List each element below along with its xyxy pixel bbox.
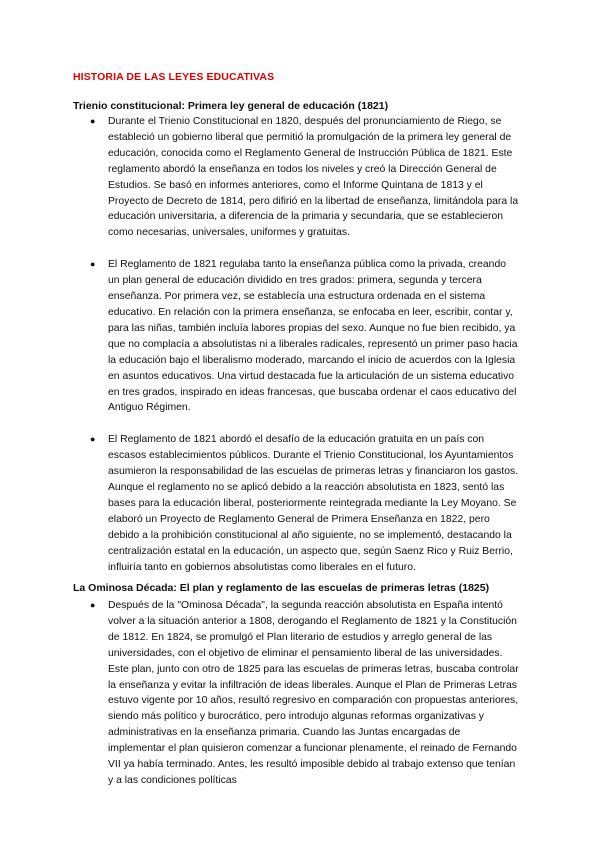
bullet-icon: ● [90, 116, 96, 126]
section-heading-ominosa-decada: La Ominosa Década: El plan y reglamento de las escuelas de primeras letras (1825) [73, 582, 490, 594]
section-heading-trienio: Trienio constitucional: Primera ley general de educación (1821) [73, 100, 389, 112]
document-title: HISTORIA DE LAS LEYES EDUCATIVAS [73, 71, 275, 83]
paragraph-text: El Reglamento de 1821 abordó el desafío de la educación gratuita en un país con escasos establecimientos públicos. Durante el Trienio Constitucional, los Ayuntamientos asumieron la responsabilidad de las escuelas de primeras letras y financiaron los gastos. Aunque el reglamento no se aplicó debido a la reacción absolutista en 1823, sentó las bases para la educación liberal, posteriormente reintegrada mediante la Ley Moyano. Se elaboró un Proyecto de Reglamento General de Primera Enseñanza en 1822, pero debido a la prohibición constitucional al año siguiente, no se implementó, destacando la centralización estatal en la educación, un aspecto que, según Saenz Rico y Ruiz Berrio, influiría tanto en gobiernos absolutistas como liberales en el futuro. [108, 434, 519, 573]
list-item [90, 598, 520, 789]
list-item [90, 257, 520, 416]
paragraph-text: El Reglamento de 1821 regulaba tanto la enseñanza pública como la privada, creando un plan general de educación dividido en tres grados: primera, segunda y tercera enseñanza. Por primera vez, se establecía una estructura ordenada en el sistema educativo. En relación con la primera enseñanza, se enfocaba en leer, escribir, contar y, para las niñas, también incluía labores propias del sexo. Aunque no fue bien recibido, ya que no complacía a absolutistas ni a liberales radicales, representó un primer paso hacia la educación bajo el liberalismo moderado, marcando el inicio de acuerdos con la Iglesia en asuntos educativos. Una virtud destacada fue la articulación de un sistema educativo en tres grados, inspirado en ideas francesas, que buscaba ordenar el caos educativo del Antiguo Régimen. [108, 259, 518, 414]
bullet-list-ominosa-decada [90, 598, 520, 789]
paragraph-text: Después de la "Ominosa Década", la segunda reacción absolutista en España intentó volver a la situación anterior a 1808, derogando el Reglamento de 1821 y la Constitución de 1812. En 1824, se promulgó el Plan literario de estudios y arreglo general de las universidades, con el objetivo de eliminar el pensamiento liberal de las universidades. Este plan, junto con otro de 1825 para las escuelas de primeras letras, buscaba controlar la enseñanza y evitar la infiltración de ideas liberales. Aunque el Plan de Primeras Letras estuvo vigente por 10 años, resultó regresivo en comparación con propuestas anteriores, siendo más político y burocrático, pero introdujo algunas reformas organizativas y administrativas en la enseñanza primaria. Cuando las Juntas encargadas de implementar el plan quisieron comenzar a funcionar plenamente, el reinado de Fernando VII ya había terminado. Antes, les resultó imposible debido al trabajo extenso que tenían y a las condiciones políticas [108, 600, 519, 786]
bullet-icon: ● [90, 259, 96, 270]
list-item [90, 114, 520, 241]
bullet-list-trienio [90, 114, 520, 575]
bullet-icon: ● [90, 434, 96, 445]
bullet-icon: ● [90, 600, 96, 610]
list-item [90, 432, 520, 575]
paragraph-text: Durante el Trienio Constitucional en 1820, después del pronunciamiento de Riego, se estableció un gobierno liberal que permitió la promulgación de la primera ley general de educación, conocida como el Reglamento General de Instrucción Pública de 1821. Este reglamento abordó la enseñanza en todos los niveles y creó la Dirección General de Estudios. Se basó en informes anteriores, como el Informe Quintana de 1813 y el Proyecto de Decreto de 1814, pero difirió en la libertad de enseñanza, limitándola para la educación universitaria, a diferencia de la primaria y secundaria, que se establecieron como necesarias, universales, uniformes y gratuitas. [108, 116, 519, 239]
